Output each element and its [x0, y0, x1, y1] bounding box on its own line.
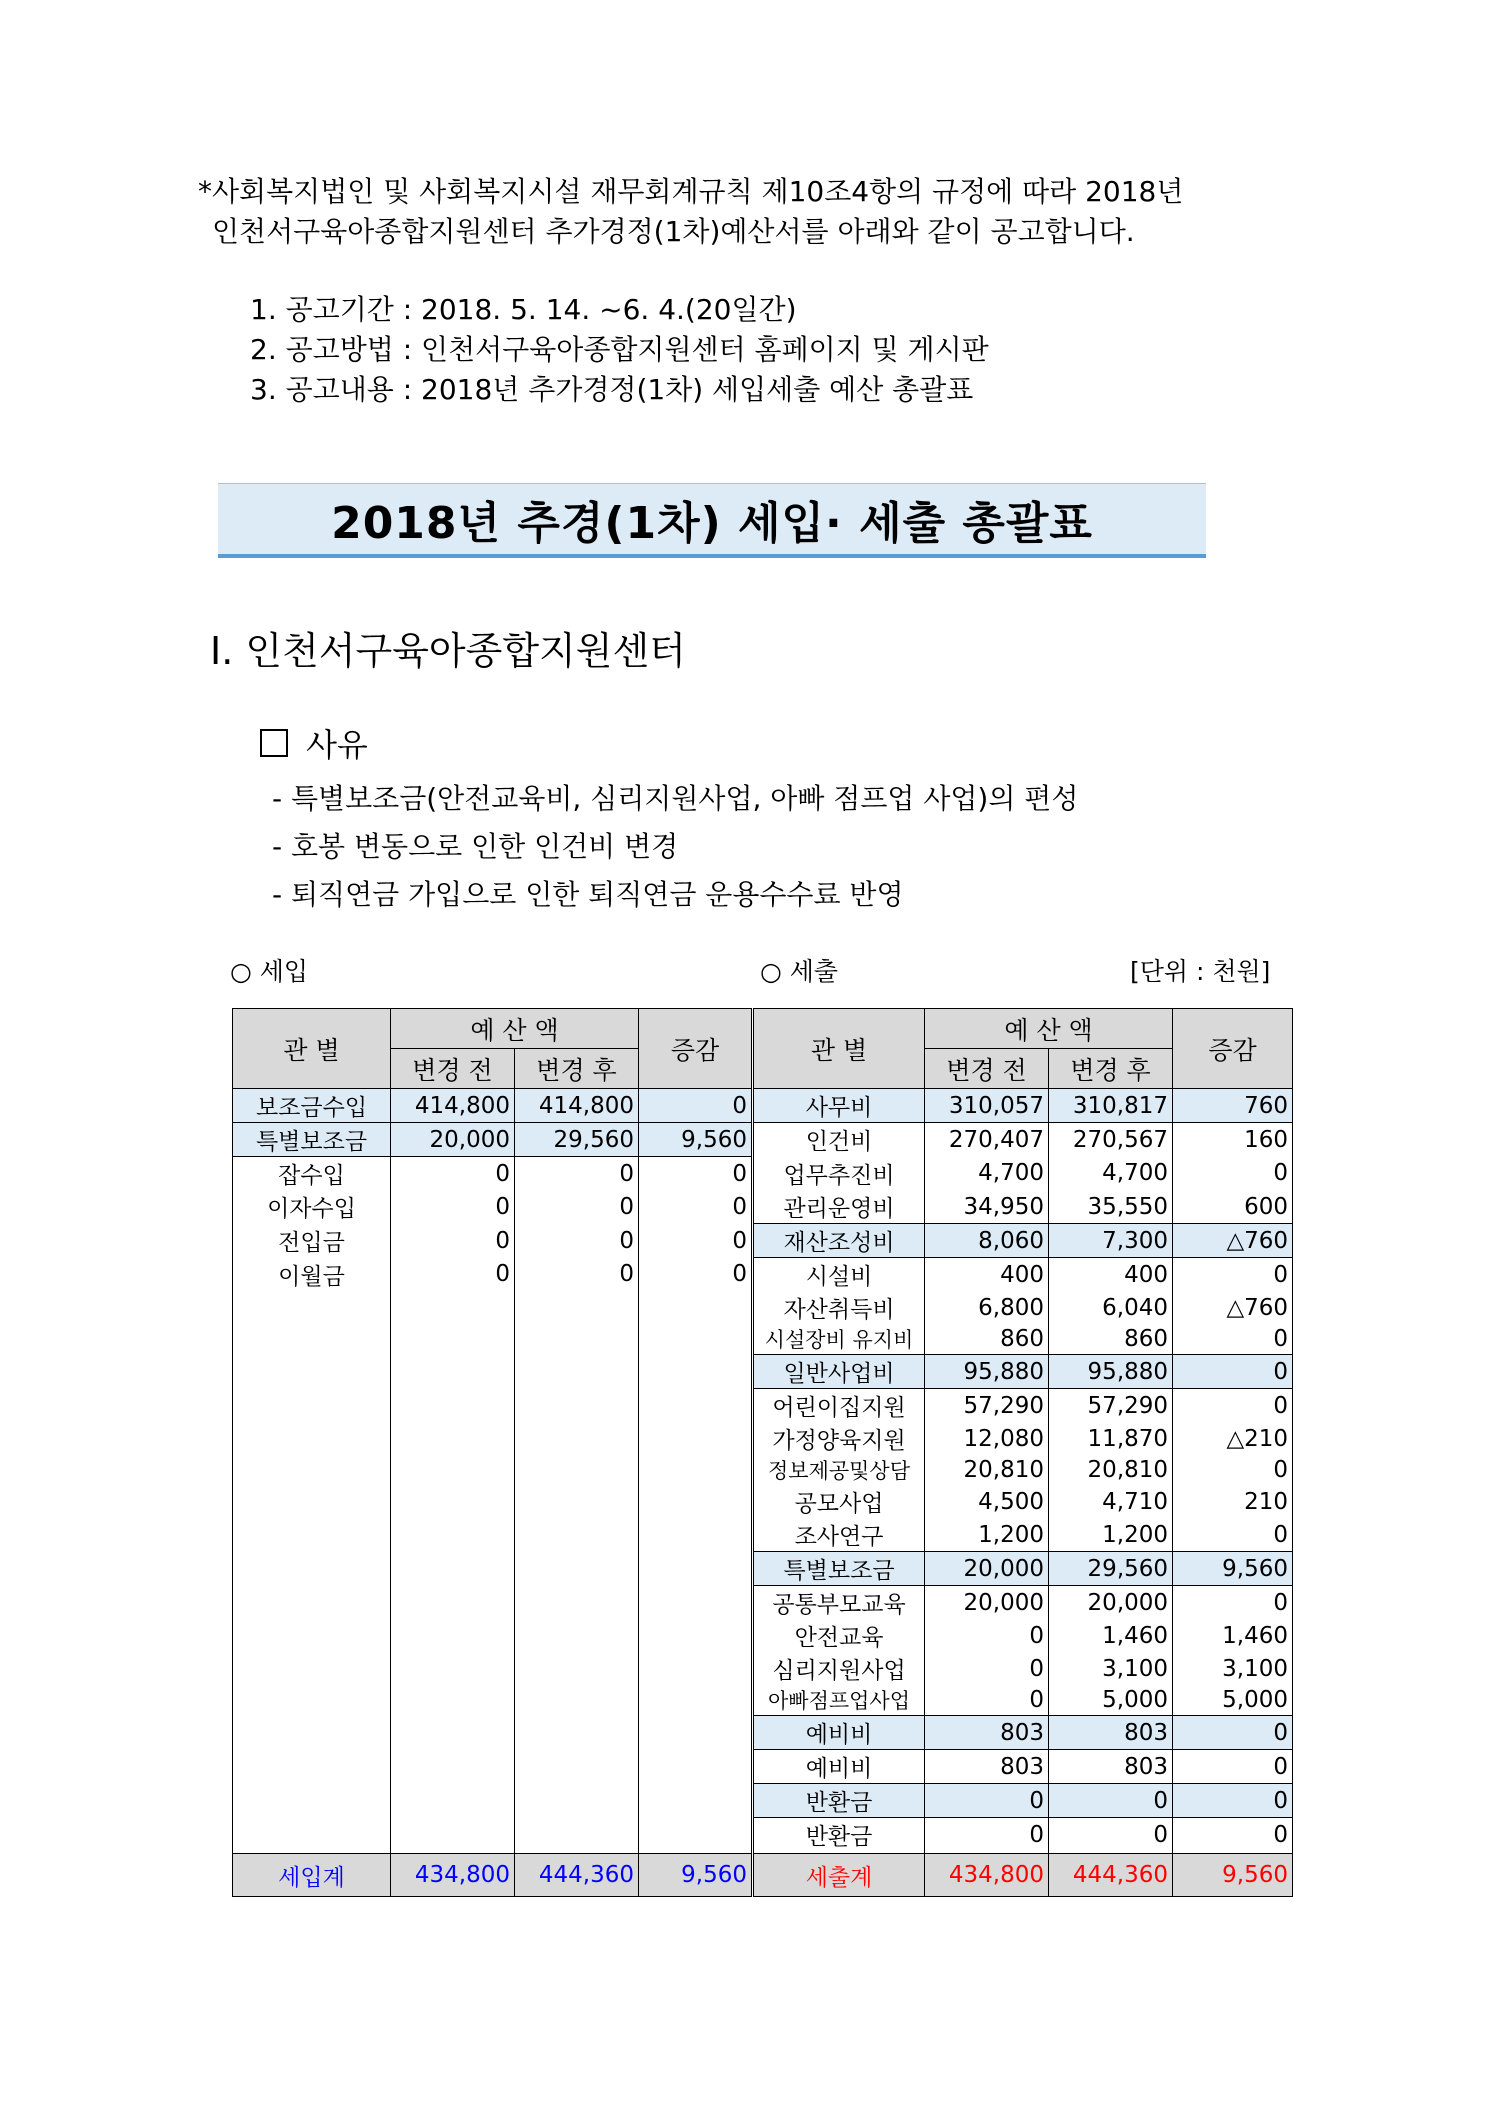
revenue-before-cell [391, 1518, 515, 1552]
revenue-change-cell [639, 1750, 753, 1784]
expense-category-cell: 인건비 [753, 1123, 925, 1157]
expense-before-cell: 57,290 [925, 1389, 1049, 1423]
expense-category-cell: 관리운영비 [753, 1190, 925, 1224]
revenue-category-cell [233, 1552, 391, 1586]
revenue-category-cell: 특별보조금 [233, 1123, 391, 1157]
expense-change-cell: 760 [1173, 1089, 1293, 1123]
expense-change-cell: △760 [1173, 1224, 1293, 1258]
expense-after-cell: 803 [1049, 1716, 1173, 1750]
table-row [233, 1455, 1293, 1485]
table-row [233, 1784, 1293, 1818]
expense-before-cell: 1,200 [925, 1518, 1049, 1552]
revenue-total-label: 세입계 [233, 1854, 391, 1897]
revenue-before-cell [391, 1685, 515, 1716]
expense-change-cell: 0 [1173, 1784, 1293, 1818]
expense-after-cell: 4,700 [1049, 1157, 1173, 1191]
expense-category-cell: 공통부모교육 [753, 1586, 925, 1620]
table-row [233, 1716, 1293, 1750]
expense-change-cell: 0 [1173, 1258, 1293, 1292]
revenue-change-cell: 0 [639, 1190, 753, 1224]
revenue-before-cell [391, 1784, 515, 1818]
table-row [233, 1685, 1293, 1716]
revenue-before-cell [391, 1389, 515, 1423]
expense-after-cell: 20,000 [1049, 1586, 1173, 1620]
revenue-change-cell [639, 1291, 753, 1324]
revenue-change-cell: 0 [639, 1258, 753, 1292]
expense-change-cell: △210 [1173, 1422, 1293, 1455]
expense-before-cell: 0 [925, 1818, 1049, 1852]
revenue-category-cell [233, 1784, 391, 1818]
revenue-after-cell: 0 [515, 1224, 639, 1258]
revenue-category-cell [233, 1818, 391, 1852]
revenue-change-cell: 0 [639, 1089, 753, 1123]
expense-category-cell: 시설장비 유지비 [753, 1324, 925, 1355]
revenue-category-cell: 잡수입 [233, 1157, 391, 1191]
expense-change-cell: 0 [1173, 1750, 1293, 1784]
revenue-after-cell: 29,560 [515, 1123, 639, 1157]
expense-after-cell: 1,200 [1049, 1518, 1173, 1552]
revenue-after-cell [515, 1455, 639, 1485]
revenue-change-cell: 9,560 [639, 1123, 753, 1157]
expense-category-cell: 예비비 [753, 1716, 925, 1750]
expense-budget-header: 예 산 액 [925, 1009, 1173, 1049]
expense-change-cell: 0 [1173, 1157, 1293, 1191]
expense-change-cell: 600 [1173, 1190, 1293, 1224]
expense-total-label: 세출계 [753, 1854, 925, 1897]
expense-after-cell: 29,560 [1049, 1552, 1173, 1586]
expense-after-cell: 803 [1049, 1750, 1173, 1784]
revenue-change-header: 증감 [639, 1009, 753, 1089]
expense-change-cell: 0 [1173, 1716, 1293, 1750]
expense-category-cell: 사무비 [753, 1089, 925, 1123]
notice-method: 2. 공고방법 : 인천서구육아종합지원센터 홈페이지 및 게시판 [250, 333, 989, 366]
expense-after-cell: 5,000 [1049, 1685, 1173, 1716]
expense-change-cell: 1,460 [1173, 1619, 1293, 1652]
expense-before-cell: 20,000 [925, 1552, 1049, 1586]
expense-after-cell: 270,567 [1049, 1123, 1173, 1157]
table-row [233, 1652, 1293, 1685]
table-row [233, 1818, 1293, 1852]
revenue-before-cell [391, 1818, 515, 1852]
expense-caption: ○ 세출 [760, 957, 839, 986]
expense-category-cell: 아빠점프업사업 [753, 1685, 925, 1716]
reason-item: - 호봉 변동으로 인한 인건비 변경 [272, 830, 679, 863]
expense-change-cell: 210 [1173, 1485, 1293, 1518]
revenue-category-cell [233, 1685, 391, 1716]
expense-after-header: 변경 후 [1049, 1049, 1173, 1089]
expense-before-cell: 95,880 [925, 1355, 1049, 1389]
reason-heading-label: 사유 [306, 726, 368, 764]
revenue-change-cell [639, 1485, 753, 1518]
intro-line-2: 인천서구육아종합지원센터 추가경정(1차)예산서를 아래와 같이 공고합니다. [212, 215, 1135, 248]
table-row [233, 1224, 1293, 1258]
expense-before-cell: 0 [925, 1652, 1049, 1685]
revenue-change-cell [639, 1455, 753, 1485]
revenue-after-header: 변경 후 [515, 1049, 639, 1089]
expense-after-cell: 0 [1049, 1818, 1173, 1852]
revenue-after-cell [515, 1619, 639, 1652]
revenue-before-cell [391, 1455, 515, 1485]
expense-category-cell: 업무추진비 [753, 1157, 925, 1191]
expense-before-cell: 0 [925, 1685, 1049, 1716]
expense-after-cell: 95,880 [1049, 1355, 1173, 1389]
revenue-change-cell [639, 1652, 753, 1685]
table-row [233, 1619, 1293, 1652]
revenue-before-cell [391, 1716, 515, 1750]
revenue-category-cell [233, 1485, 391, 1518]
expense-change-cell: 0 [1173, 1818, 1293, 1852]
revenue-category-cell: 이자수입 [233, 1190, 391, 1224]
expense-after-cell: 860 [1049, 1324, 1173, 1355]
revenue-after-cell: 0 [515, 1190, 639, 1224]
expense-after-cell: 20,810 [1049, 1455, 1173, 1485]
revenue-before-cell: 414,800 [391, 1089, 515, 1123]
revenue-change-cell [639, 1619, 753, 1652]
expense-change-header: 증감 [1173, 1009, 1293, 1089]
revenue-before-cell: 0 [391, 1258, 515, 1292]
expense-before-cell: 6,800 [925, 1291, 1049, 1324]
page-title: 2018년 추경(1차) 세입· 세출 총괄표 [331, 498, 1093, 549]
revenue-after-cell [515, 1552, 639, 1586]
notice-list [250, 290, 989, 410]
revenue-category-cell: 이월금 [233, 1258, 391, 1292]
revenue-category-cell [233, 1586, 391, 1620]
revenue-after-cell [515, 1652, 639, 1685]
revenue-before-cell [391, 1355, 515, 1389]
revenue-before-cell: 0 [391, 1190, 515, 1224]
revenue-before-cell [391, 1652, 515, 1685]
expense-before-cell: 310,057 [925, 1089, 1049, 1123]
revenue-budget-header: 예 산 액 [391, 1009, 639, 1049]
expense-after-cell: 57,290 [1049, 1389, 1173, 1423]
table-row [233, 1157, 1293, 1191]
revenue-total-before: 434,800 [391, 1854, 515, 1897]
expense-category-cell: 반환금 [753, 1818, 925, 1852]
expense-category-cell: 반환금 [753, 1784, 925, 1818]
revenue-change-cell: 0 [639, 1157, 753, 1191]
expense-category-cell: 특별보조금 [753, 1552, 925, 1586]
revenue-after-cell [515, 1291, 639, 1324]
revenue-change-cell [639, 1586, 753, 1620]
unit-caption: [단위 : 천원] [1130, 957, 1271, 986]
revenue-before-cell: 0 [391, 1157, 515, 1191]
expense-total-after: 444,360 [1049, 1854, 1173, 1897]
expense-after-cell: 11,870 [1049, 1422, 1173, 1455]
expense-before-cell: 12,080 [925, 1422, 1049, 1455]
expense-change-cell: 0 [1173, 1518, 1293, 1552]
revenue-category-cell [233, 1619, 391, 1652]
expense-after-cell: 310,817 [1049, 1089, 1173, 1123]
reason-list [272, 775, 1078, 919]
revenue-after-cell [515, 1818, 639, 1852]
revenue-change-cell [639, 1422, 753, 1455]
expense-total-change: 9,560 [1173, 1854, 1293, 1897]
notice-period: 1. 공고기간 : 2018. 5. 14. ~6. 4.(20일간) [250, 293, 797, 326]
expense-change-cell: 5,000 [1173, 1685, 1293, 1716]
expense-before-cell: 860 [925, 1324, 1049, 1355]
revenue-before-cell: 20,000 [391, 1123, 515, 1157]
revenue-after-cell [515, 1518, 639, 1552]
revenue-category-cell [233, 1422, 391, 1455]
expense-category-cell: 공모사업 [753, 1485, 925, 1518]
revenue-category-cell: 전입금 [233, 1224, 391, 1258]
revenue-after-cell [515, 1685, 639, 1716]
intro-paragraph [198, 172, 1183, 252]
revenue-after-cell [515, 1716, 639, 1750]
reason-heading [260, 720, 368, 766]
revenue-after-cell: 0 [515, 1157, 639, 1191]
expense-before-cell: 803 [925, 1750, 1049, 1784]
notice-content: 3. 공고내용 : 2018년 추가경정(1차) 세입세출 예산 총괄표 [250, 373, 974, 406]
budget-summary-table [232, 1008, 1293, 1897]
expense-before-cell: 400 [925, 1258, 1049, 1292]
revenue-category-cell [233, 1652, 391, 1685]
revenue-change-cell [639, 1324, 753, 1355]
revenue-category-cell: 보조금수입 [233, 1089, 391, 1123]
revenue-after-cell: 414,800 [515, 1089, 639, 1123]
revenue-before-cell [391, 1586, 515, 1620]
expense-change-cell: 0 [1173, 1324, 1293, 1355]
revenue-after-cell: 0 [515, 1258, 639, 1292]
expense-category-cell: 어린이집지원 [753, 1389, 925, 1423]
revenue-before-cell: 0 [391, 1224, 515, 1258]
expense-after-cell: 35,550 [1049, 1190, 1173, 1224]
expense-before-cell: 34,950 [925, 1190, 1049, 1224]
revenue-after-cell [515, 1784, 639, 1818]
expense-total-before: 434,800 [925, 1854, 1049, 1897]
revenue-category-cell [233, 1455, 391, 1485]
intro-line-1: *사회복지법인 및 사회복지시설 재무회계규칙 제10조4항의 규정에 따라 2018년 [198, 175, 1184, 208]
page-title-box [218, 483, 1206, 558]
revenue-category-header: 관 별 [233, 1009, 391, 1089]
revenue-after-cell [515, 1389, 639, 1423]
revenue-before-cell [391, 1619, 515, 1652]
revenue-after-cell [515, 1750, 639, 1784]
revenue-before-cell [391, 1324, 515, 1355]
expense-after-cell: 400 [1049, 1258, 1173, 1292]
revenue-after-cell [515, 1485, 639, 1518]
revenue-after-cell [515, 1324, 639, 1355]
expense-before-cell: 270,407 [925, 1123, 1049, 1157]
reason-item: - 특별보조금(안전교육비, 심리지원사업, 아빠 점프업 사업)의 편성 [272, 782, 1079, 815]
expense-after-cell: 1,460 [1049, 1619, 1173, 1652]
revenue-before-cell [391, 1750, 515, 1784]
revenue-change-cell [639, 1389, 753, 1423]
expense-change-cell: 160 [1173, 1123, 1293, 1157]
revenue-change-cell [639, 1518, 753, 1552]
expense-change-cell: 0 [1173, 1586, 1293, 1620]
expense-before-cell: 20,810 [925, 1455, 1049, 1485]
expense-before-cell: 0 [925, 1619, 1049, 1652]
table-row [233, 1123, 1293, 1157]
expense-before-cell: 4,500 [925, 1485, 1049, 1518]
revenue-change-cell [639, 1552, 753, 1586]
revenue-before-cell [391, 1485, 515, 1518]
revenue-change-cell [639, 1685, 753, 1716]
total-row [233, 1854, 1293, 1897]
revenue-category-cell [233, 1518, 391, 1552]
expense-before-cell: 0 [925, 1784, 1049, 1818]
table-row [233, 1586, 1293, 1620]
revenue-before-cell [391, 1422, 515, 1455]
expense-category-cell: 자산취득비 [753, 1291, 925, 1324]
expense-before-cell: 4,700 [925, 1157, 1049, 1191]
revenue-before-cell [391, 1552, 515, 1586]
expense-category-cell: 예비비 [753, 1750, 925, 1784]
revenue-category-cell [233, 1716, 391, 1750]
revenue-category-cell [233, 1389, 391, 1423]
expense-category-cell: 안전교육 [753, 1619, 925, 1652]
revenue-after-cell [515, 1586, 639, 1620]
expense-after-cell: 0 [1049, 1784, 1173, 1818]
expense-after-cell: 7,300 [1049, 1224, 1173, 1258]
table-row [233, 1485, 1293, 1518]
revenue-change-cell [639, 1716, 753, 1750]
expense-after-cell: 3,100 [1049, 1652, 1173, 1685]
revenue-caption: ○ 세입 [230, 957, 309, 986]
table-row [233, 1518, 1293, 1552]
reason-item: - 퇴직연금 가입으로 인한 퇴직연금 운용수수료 반영 [272, 878, 904, 911]
section-heading: Ⅰ. 인천서구육아종합지원센터 [210, 629, 686, 673]
expense-change-cell: 0 [1173, 1389, 1293, 1423]
table-row [233, 1422, 1293, 1455]
expense-before-cell: 8,060 [925, 1224, 1049, 1258]
revenue-before-cell [391, 1291, 515, 1324]
expense-change-cell: △760 [1173, 1291, 1293, 1324]
expense-category-cell: 가정양육지원 [753, 1422, 925, 1455]
expense-category-header: 관 별 [753, 1009, 925, 1089]
expense-category-cell: 조사연구 [753, 1518, 925, 1552]
expense-before-cell: 20,000 [925, 1586, 1049, 1620]
expense-category-cell: 일반사업비 [753, 1355, 925, 1389]
revenue-category-cell [233, 1291, 391, 1324]
revenue-after-cell [515, 1422, 639, 1455]
table-row [233, 1324, 1293, 1355]
expense-change-cell: 0 [1173, 1355, 1293, 1389]
expense-after-cell: 4,710 [1049, 1485, 1173, 1518]
revenue-category-cell [233, 1750, 391, 1784]
expense-category-cell: 시설비 [753, 1258, 925, 1292]
revenue-total-change: 9,560 [639, 1854, 753, 1897]
revenue-after-cell [515, 1355, 639, 1389]
expense-before-header: 변경 전 [925, 1049, 1049, 1089]
revenue-category-cell [233, 1355, 391, 1389]
table-row [233, 1089, 1293, 1123]
table-row [233, 1258, 1293, 1292]
expense-change-cell: 3,100 [1173, 1652, 1293, 1685]
table-row [233, 1552, 1293, 1586]
expense-before-cell: 803 [925, 1716, 1049, 1750]
checkbox-icon [260, 729, 288, 757]
revenue-change-cell [639, 1784, 753, 1818]
table-row [233, 1355, 1293, 1389]
revenue-change-cell [639, 1818, 753, 1852]
expense-category-cell: 정보제공및상담 [753, 1455, 925, 1485]
revenue-total-after: 444,360 [515, 1854, 639, 1897]
expense-after-cell: 6,040 [1049, 1291, 1173, 1324]
revenue-category-cell [233, 1324, 391, 1355]
revenue-before-header: 변경 전 [391, 1049, 515, 1089]
expense-change-cell: 9,560 [1173, 1552, 1293, 1586]
table-row [233, 1291, 1293, 1324]
table-row [233, 1750, 1293, 1784]
expense-category-cell: 심리지원사업 [753, 1652, 925, 1685]
table-row [233, 1389, 1293, 1423]
expense-change-cell: 0 [1173, 1455, 1293, 1485]
revenue-change-cell: 0 [639, 1224, 753, 1258]
revenue-change-cell [639, 1355, 753, 1389]
table-row [233, 1190, 1293, 1224]
expense-category-cell: 재산조성비 [753, 1224, 925, 1258]
